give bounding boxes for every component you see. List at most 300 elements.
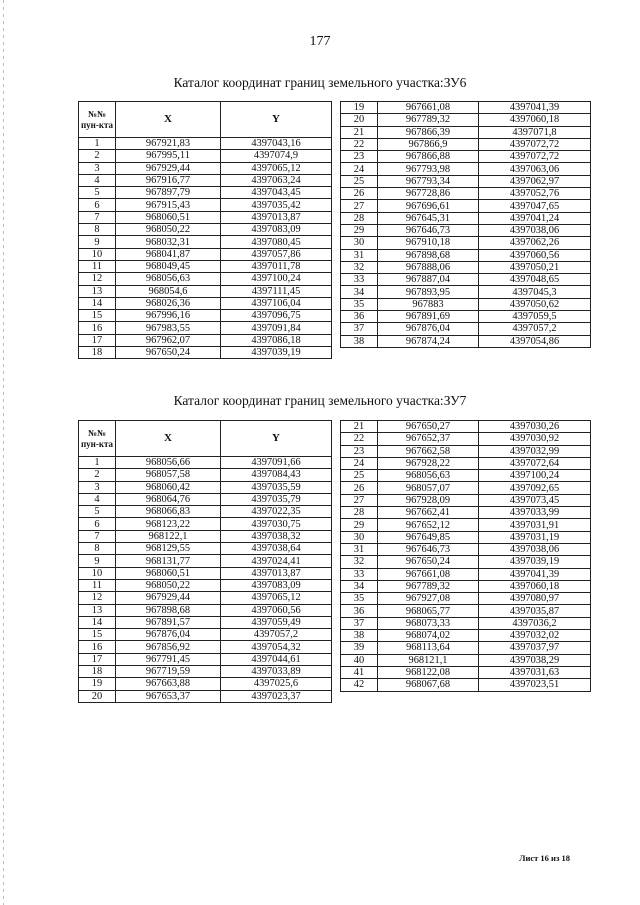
- point-number-cell: 10: [79, 567, 116, 579]
- table-row: [79, 629, 332, 641]
- header-x: X: [116, 102, 221, 138]
- table-row: [79, 138, 332, 150]
- y-coordinate-cell: 4397050,21: [479, 261, 591, 273]
- point-number-cell: 41: [341, 666, 378, 678]
- point-number-cell: 15: [79, 629, 116, 641]
- x-coordinate-cell: 967649,85: [378, 531, 479, 543]
- y-coordinate-cell: 4397057,2: [221, 629, 332, 641]
- x-coordinate-cell: 967696,61: [378, 200, 479, 212]
- point-number-cell: 2: [79, 469, 116, 481]
- y-coordinate-cell: 4397030,92: [479, 433, 591, 445]
- point-number-cell: 10: [79, 248, 116, 260]
- x-coordinate-cell: 967962,07: [116, 334, 221, 346]
- table-row: [79, 285, 332, 297]
- point-number-cell: 9: [79, 236, 116, 248]
- x-coordinate-cell: 967921,83: [116, 138, 221, 150]
- x-coordinate-cell: 968066,83: [116, 506, 221, 518]
- y-coordinate-cell: 4397083,09: [221, 224, 332, 236]
- point-number-cell: 11: [79, 260, 116, 272]
- point-number-cell: 20: [341, 114, 378, 126]
- point-number-cell: 38: [341, 335, 378, 347]
- y-coordinate-cell: 4397022,35: [221, 506, 332, 518]
- table-row: [79, 297, 332, 309]
- y-coordinate-cell: 4397047,65: [479, 200, 591, 212]
- point-number-cell: 19: [341, 102, 378, 114]
- point-number-cell: 37: [341, 617, 378, 629]
- y-coordinate-cell: 4397060,56: [479, 249, 591, 261]
- x-coordinate-cell: 967891,57: [116, 616, 221, 628]
- point-number-cell: 14: [79, 616, 116, 628]
- x-coordinate-cell: 967910,18: [378, 237, 479, 249]
- y-coordinate-cell: 4397091,66: [221, 457, 332, 469]
- table-row: [341, 188, 591, 200]
- y-coordinate-cell: 4397030,75: [221, 518, 332, 530]
- table-row: [79, 162, 332, 174]
- y-coordinate-cell: 4397033,99: [479, 507, 591, 519]
- x-coordinate-cell: 968056,63: [378, 470, 479, 482]
- y-coordinate-cell: 4397091,84: [221, 322, 332, 334]
- x-coordinate-cell: 967650,27: [378, 421, 479, 433]
- point-number-cell: 40: [341, 654, 378, 666]
- x-coordinate-cell: 968056,63: [116, 273, 221, 285]
- point-number-cell: 22: [341, 138, 378, 150]
- table-row: [341, 593, 591, 605]
- x-coordinate-cell: 967663,88: [116, 678, 221, 690]
- table-row: [79, 322, 332, 334]
- coordinates-table-zu6-left: [78, 101, 332, 359]
- x-coordinate-cell: 967719,59: [116, 666, 221, 678]
- table-row: [79, 260, 332, 272]
- y-coordinate-cell: 4397039,19: [479, 556, 591, 568]
- x-coordinate-cell: 967898,68: [116, 604, 221, 616]
- x-coordinate-cell: 967996,16: [116, 310, 221, 322]
- x-coordinate-cell: 968054,6: [116, 285, 221, 297]
- point-number-cell: 31: [341, 249, 378, 261]
- x-coordinate-cell: 968050,22: [116, 224, 221, 236]
- table-row: [79, 579, 332, 591]
- point-number-cell: 26: [341, 482, 378, 494]
- point-number-cell: 16: [79, 322, 116, 334]
- header-point-number: №№ пун-кта: [79, 421, 116, 457]
- x-coordinate-cell: 967856,92: [116, 641, 221, 653]
- point-number-cell: 26: [341, 188, 378, 200]
- point-number-cell: 23: [341, 151, 378, 163]
- x-coordinate-cell: 967929,44: [116, 162, 221, 174]
- point-number-cell: 35: [341, 593, 378, 605]
- y-coordinate-cell: 4397096,75: [221, 310, 332, 322]
- table-row: [341, 114, 591, 126]
- table-row: [79, 199, 332, 211]
- table-row: [341, 507, 591, 519]
- point-number-cell: 14: [79, 297, 116, 309]
- coordinates-table-zu7-left: [78, 420, 332, 703]
- table-row: [341, 543, 591, 555]
- table-row: [79, 334, 332, 346]
- y-coordinate-cell: 4397045,3: [479, 286, 591, 298]
- table-row: [79, 567, 332, 579]
- point-number-cell: 27: [341, 494, 378, 506]
- table-row: [79, 592, 332, 604]
- sheet-footer: Лист 16 из 18: [519, 853, 570, 863]
- y-coordinate-cell: 4397065,12: [221, 592, 332, 604]
- point-number-cell: 17: [79, 653, 116, 665]
- y-coordinate-cell: 4397044,61: [221, 653, 332, 665]
- y-coordinate-cell: 4397031,63: [479, 666, 591, 678]
- x-coordinate-cell: 967916,77: [116, 174, 221, 186]
- table-row: [341, 261, 591, 273]
- y-coordinate-cell: 4397063,24: [221, 174, 332, 186]
- point-number-cell: 37: [341, 323, 378, 335]
- point-number-cell: 9: [79, 555, 116, 567]
- coordinates-table-zu6-right: [340, 101, 591, 348]
- table-row: [79, 236, 332, 248]
- y-coordinate-cell: 4397074,9: [221, 150, 332, 162]
- table-row: [341, 102, 591, 114]
- x-coordinate-cell: 967887,04: [378, 274, 479, 286]
- y-coordinate-cell: 4397059,49: [221, 616, 332, 628]
- x-coordinate-cell: 967983,55: [116, 322, 221, 334]
- table-row: [341, 679, 591, 691]
- table-row: [341, 519, 591, 531]
- point-number-cell: 42: [341, 679, 378, 691]
- table-row: [79, 653, 332, 665]
- y-coordinate-cell: 4397037,97: [479, 642, 591, 654]
- point-number-cell: 29: [341, 224, 378, 236]
- scan-edge-line: [3, 0, 4, 905]
- table-row: [341, 323, 591, 335]
- table-row: [79, 273, 332, 285]
- point-number-cell: 38: [341, 630, 378, 642]
- point-number-cell: 13: [79, 285, 116, 297]
- x-coordinate-cell: 968049,45: [116, 260, 221, 272]
- x-coordinate-cell: 967883: [378, 298, 479, 310]
- table-row: [79, 641, 332, 653]
- y-coordinate-cell: 4397038,64: [221, 543, 332, 555]
- y-coordinate-cell: 4397086,18: [221, 334, 332, 346]
- point-number-cell: 3: [79, 481, 116, 493]
- table-row: [79, 555, 332, 567]
- x-coordinate-cell: 968032,31: [116, 236, 221, 248]
- table-row: [341, 654, 591, 666]
- x-coordinate-cell: 968060,51: [116, 567, 221, 579]
- table-row: [341, 163, 591, 175]
- table-row: [79, 347, 332, 359]
- x-coordinate-cell: 967789,32: [378, 580, 479, 592]
- point-number-cell: 25: [341, 175, 378, 187]
- table-row: [79, 506, 332, 518]
- table-row: [341, 335, 591, 347]
- point-number-cell: 28: [341, 507, 378, 519]
- y-coordinate-cell: 4397023,37: [221, 690, 332, 702]
- x-coordinate-cell: 967793,34: [378, 175, 479, 187]
- y-coordinate-cell: 4397072,64: [479, 457, 591, 469]
- point-number-cell: 11: [79, 579, 116, 591]
- x-coordinate-cell: 967645,31: [378, 212, 479, 224]
- x-coordinate-cell: 967791,45: [116, 653, 221, 665]
- table-row: [79, 187, 332, 199]
- point-number-cell: 2: [79, 150, 116, 162]
- y-coordinate-cell: 4397100,24: [479, 470, 591, 482]
- y-coordinate-cell: 4397065,12: [221, 162, 332, 174]
- y-coordinate-cell: 4397054,86: [479, 335, 591, 347]
- table-row: [79, 604, 332, 616]
- catalog-title-zu7: Каталог координат границ земельного участка:ЗУ7: [173, 393, 467, 408]
- x-coordinate-cell: 968026,36: [116, 297, 221, 309]
- y-coordinate-cell: 4397060,56: [221, 604, 332, 616]
- point-number-cell: 32: [341, 261, 378, 273]
- x-coordinate-cell: 968122,1: [116, 530, 221, 542]
- point-number-cell: 15: [79, 310, 116, 322]
- point-number-cell: 18: [79, 347, 116, 359]
- y-coordinate-cell: 4397035,42: [221, 199, 332, 211]
- y-coordinate-cell: 4397080,45: [221, 236, 332, 248]
- y-coordinate-cell: 4397059,5: [479, 311, 591, 323]
- x-coordinate-cell: 968064,76: [116, 493, 221, 505]
- point-number-cell: 39: [341, 642, 378, 654]
- point-number-cell: 7: [79, 530, 116, 542]
- table-row: [341, 311, 591, 323]
- x-coordinate-cell: 967888,06: [378, 261, 479, 273]
- x-coordinate-cell: 968129,55: [116, 543, 221, 555]
- table-row: [341, 666, 591, 678]
- point-number-cell: 12: [79, 592, 116, 604]
- point-number-cell: 21: [341, 421, 378, 433]
- table-row: [341, 642, 591, 654]
- x-coordinate-cell: 968131,77: [116, 555, 221, 567]
- table-row: [79, 457, 332, 469]
- table-row: [341, 531, 591, 543]
- point-number-cell: 20: [79, 690, 116, 702]
- x-coordinate-cell: 967866,39: [378, 126, 479, 138]
- page-number: 177: [309, 34, 331, 49]
- x-coordinate-cell: 968074,02: [378, 630, 479, 642]
- y-coordinate-cell: 4397032,99: [479, 445, 591, 457]
- table-row: [79, 690, 332, 702]
- point-number-cell: 30: [341, 237, 378, 249]
- table-row: [341, 249, 591, 261]
- point-number-cell: 35: [341, 298, 378, 310]
- x-coordinate-cell: 967662,41: [378, 507, 479, 519]
- y-coordinate-cell: 4397092,65: [479, 482, 591, 494]
- x-coordinate-cell: 967661,08: [378, 568, 479, 580]
- header-x: X: [116, 421, 221, 457]
- y-coordinate-cell: 4397057,86: [221, 248, 332, 260]
- x-coordinate-cell: 967866,88: [378, 151, 479, 163]
- table-row: [79, 174, 332, 186]
- point-number-cell: 5: [79, 506, 116, 518]
- x-coordinate-cell: 967915,43: [116, 199, 221, 211]
- table-row: [79, 678, 332, 690]
- table-row: [341, 494, 591, 506]
- y-coordinate-cell: 4397023,51: [479, 679, 591, 691]
- table-row: [341, 175, 591, 187]
- table-row: [341, 457, 591, 469]
- table-row: [341, 286, 591, 298]
- point-number-cell: 4: [79, 174, 116, 186]
- point-number-cell: 13: [79, 604, 116, 616]
- point-number-cell: 21: [341, 126, 378, 138]
- y-coordinate-cell: 4397057,2: [479, 323, 591, 335]
- point-number-cell: 33: [341, 568, 378, 580]
- y-coordinate-cell: 4397060,18: [479, 580, 591, 592]
- x-coordinate-cell: 968056,66: [116, 457, 221, 469]
- x-coordinate-cell: 967653,37: [116, 690, 221, 702]
- x-coordinate-cell: 967874,24: [378, 335, 479, 347]
- y-coordinate-cell: 4397039,19: [221, 347, 332, 359]
- point-number-cell: 33: [341, 274, 378, 286]
- header-y: Y: [221, 421, 332, 457]
- y-coordinate-cell: 4397072,72: [479, 138, 591, 150]
- point-number-cell: 34: [341, 286, 378, 298]
- table-row: [341, 433, 591, 445]
- point-number-cell: 36: [341, 605, 378, 617]
- table-row: [79, 224, 332, 236]
- x-coordinate-cell: 967662,58: [378, 445, 479, 457]
- y-coordinate-cell: 4397043,45: [221, 187, 332, 199]
- y-coordinate-cell: 4397035,59: [221, 481, 332, 493]
- point-number-cell: 3: [79, 162, 116, 174]
- point-number-cell: 29: [341, 519, 378, 531]
- table-row: [79, 493, 332, 505]
- table-row: [341, 568, 591, 580]
- table-row: [341, 212, 591, 224]
- x-coordinate-cell: 968050,22: [116, 579, 221, 591]
- y-coordinate-cell: 4397060,18: [479, 114, 591, 126]
- y-coordinate-cell: 4397011,78: [221, 260, 332, 272]
- table-row: [341, 580, 591, 592]
- x-coordinate-cell: 967652,37: [378, 433, 479, 445]
- point-number-cell: 32: [341, 556, 378, 568]
- table-row: [79, 666, 332, 678]
- point-number-cell: 28: [341, 212, 378, 224]
- y-coordinate-cell: 4397041,39: [479, 568, 591, 580]
- x-coordinate-cell: 968065,77: [378, 605, 479, 617]
- point-number-cell: 36: [341, 311, 378, 323]
- point-number-cell: 23: [341, 445, 378, 457]
- x-coordinate-cell: 968122,08: [378, 666, 479, 678]
- y-coordinate-cell: 4397035,79: [221, 493, 332, 505]
- y-coordinate-cell: 4397033,89: [221, 666, 332, 678]
- table-row: [79, 211, 332, 223]
- x-coordinate-cell: 967891,69: [378, 311, 479, 323]
- y-coordinate-cell: 4397062,97: [479, 175, 591, 187]
- point-number-cell: 6: [79, 199, 116, 211]
- catalog-title-zu6: Каталог координат границ земельного участка:ЗУ6: [173, 75, 467, 90]
- table-row: [79, 518, 332, 530]
- point-number-cell: 24: [341, 163, 378, 175]
- y-coordinate-cell: 4397013,87: [221, 211, 332, 223]
- x-coordinate-cell: 967866,9: [378, 138, 479, 150]
- x-coordinate-cell: 968123,22: [116, 518, 221, 530]
- y-coordinate-cell: 4397038,32: [221, 530, 332, 542]
- y-coordinate-cell: 4397024,41: [221, 555, 332, 567]
- table-row: [341, 445, 591, 457]
- x-coordinate-cell: 967928,22: [378, 457, 479, 469]
- point-number-cell: 6: [79, 518, 116, 530]
- y-coordinate-cell: 4397048,65: [479, 274, 591, 286]
- x-coordinate-cell: 968067,68: [378, 679, 479, 691]
- table-row: [341, 138, 591, 150]
- x-coordinate-cell: 967995,11: [116, 150, 221, 162]
- point-number-cell: 17: [79, 334, 116, 346]
- x-coordinate-cell: 967927,08: [378, 593, 479, 605]
- point-number-cell: 24: [341, 457, 378, 469]
- point-number-cell: 1: [79, 138, 116, 150]
- point-number-cell: 16: [79, 641, 116, 653]
- y-coordinate-cell: 4397031,91: [479, 519, 591, 531]
- y-coordinate-cell: 4397025,6: [221, 678, 332, 690]
- table-row: [341, 470, 591, 482]
- point-number-cell: 19: [79, 678, 116, 690]
- x-coordinate-cell: 968121,1: [378, 654, 479, 666]
- table-row: [341, 237, 591, 249]
- y-coordinate-cell: 4397080,97: [479, 593, 591, 605]
- x-coordinate-cell: 967898,68: [378, 249, 479, 261]
- x-coordinate-cell: 967928,09: [378, 494, 479, 506]
- x-coordinate-cell: 968113,64: [378, 642, 479, 654]
- y-coordinate-cell: 4397111,45: [221, 285, 332, 297]
- table-row: [341, 617, 591, 629]
- x-coordinate-cell: 967893,95: [378, 286, 479, 298]
- coordinates-table-zu7-right: [340, 420, 591, 692]
- y-coordinate-cell: 4397084,43: [221, 469, 332, 481]
- table-row: [341, 482, 591, 494]
- table-row: [341, 298, 591, 310]
- point-number-cell: 8: [79, 224, 116, 236]
- x-coordinate-cell: 967650,24: [378, 556, 479, 568]
- point-number-cell: 27: [341, 200, 378, 212]
- y-coordinate-cell: 4397050,62: [479, 298, 591, 310]
- y-coordinate-cell: 4397038,29: [479, 654, 591, 666]
- table-row: [341, 605, 591, 617]
- x-coordinate-cell: 967897,79: [116, 187, 221, 199]
- y-coordinate-cell: 4397054,32: [221, 641, 332, 653]
- point-number-cell: 7: [79, 211, 116, 223]
- x-coordinate-cell: 967876,04: [116, 629, 221, 641]
- y-coordinate-cell: 4397031,19: [479, 531, 591, 543]
- table-row: [341, 274, 591, 286]
- y-coordinate-cell: 4397038,06: [479, 543, 591, 555]
- point-number-cell: 18: [79, 666, 116, 678]
- y-coordinate-cell: 4397035,87: [479, 605, 591, 617]
- x-coordinate-cell: 968073,33: [378, 617, 479, 629]
- y-coordinate-cell: 4397043,16: [221, 138, 332, 150]
- table-row: [341, 421, 591, 433]
- x-coordinate-cell: 967652,12: [378, 519, 479, 531]
- x-coordinate-cell: 968057,07: [378, 482, 479, 494]
- table-row: [79, 248, 332, 260]
- point-number-cell: 22: [341, 433, 378, 445]
- table-row: [341, 224, 591, 236]
- x-coordinate-cell: 968060,51: [116, 211, 221, 223]
- y-coordinate-cell: 4397073,45: [479, 494, 591, 506]
- y-coordinate-cell: 4397032,02: [479, 630, 591, 642]
- x-coordinate-cell: 967646,73: [378, 543, 479, 555]
- y-coordinate-cell: 4397038,06: [479, 224, 591, 236]
- x-coordinate-cell: 968057,58: [116, 469, 221, 481]
- y-coordinate-cell: 4397041,24: [479, 212, 591, 224]
- x-coordinate-cell: 967661,08: [378, 102, 479, 114]
- point-number-cell: 34: [341, 580, 378, 592]
- x-coordinate-cell: 968041,87: [116, 248, 221, 260]
- x-coordinate-cell: 967646,73: [378, 224, 479, 236]
- point-number-cell: 5: [79, 187, 116, 199]
- x-coordinate-cell: 967650,24: [116, 347, 221, 359]
- y-coordinate-cell: 4397041,39: [479, 102, 591, 114]
- x-coordinate-cell: 967876,04: [378, 323, 479, 335]
- table-row: [79, 543, 332, 555]
- point-number-cell: 12: [79, 273, 116, 285]
